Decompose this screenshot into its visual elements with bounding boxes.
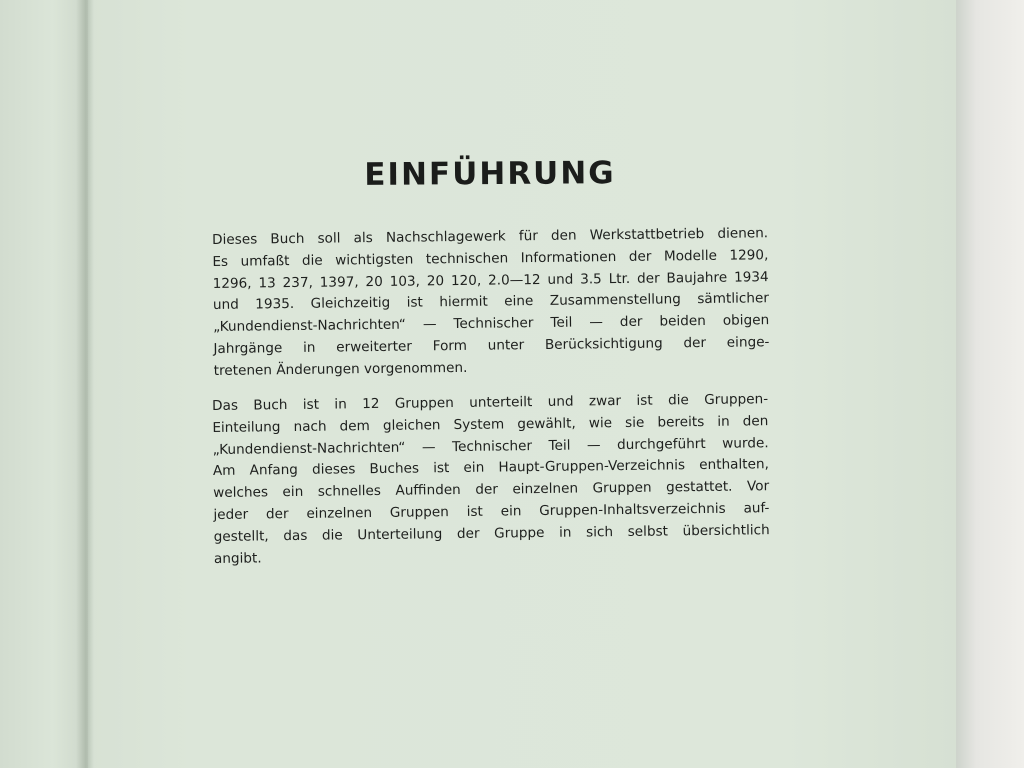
text-line: Es umfaßt die wichtigsten technischen Informationen der Modelle 1290,: [212, 247, 769, 270]
left-page: [0, 0, 88, 768]
text-line: „Kundendienst-Nachrichten“ — Technischer Teil — durchgeführt wurde.: [212, 434, 769, 458]
text-line: angibt.: [213, 549, 262, 567]
right-page: [88, 0, 960, 768]
text-line: Das Buch ist in 12 Gruppen unterteilt und zwar ist die Gruppen-: [212, 391, 769, 414]
text-line: „Kundendienst-Nachrichten“ — Technischer Teil — der beiden obigen: [213, 312, 770, 336]
text-line: 1296, 13 237, 1397, 20 103, 20 120, 2.0—12 und 3.5 Ltr. der Baujahre 1934: [212, 268, 769, 292]
page-heading: EINFÜHRUNG: [364, 155, 616, 193]
text-line: und 1935. Gleichzeitig ist hiermit eine Zusammenstellung sämtlicher: [212, 290, 769, 314]
text-line: Dieses Buch soll als Nachschlagewerk für den Werkstattbetrieb dienen.: [212, 225, 769, 248]
paragraph-structure: [212, 389, 770, 570]
text-line: jeder der einzelnen Gruppen ist ein Gruppen-Inhaltsverzeichnis auf-: [213, 500, 770, 523]
paragraph-intro: [212, 223, 770, 382]
text-line: welches ein schnelles Auffinden der einzelnen Gruppen gestattet. Vor: [213, 478, 770, 502]
text-line: Einteilung nach dem gleichen System gewählt, wie sie bereits in den: [212, 413, 769, 436]
text-line: Jahrgänge in erweiterter Form unter Berücksichtigung der einge-: [213, 334, 770, 357]
page-edge: [956, 0, 1024, 768]
text-line: Am Anfang dieses Buches ist ein Haupt-Gruppen-Verzeichnis enthalten,: [212, 456, 769, 480]
book-spine-shadow: [76, 0, 94, 768]
text-line: gestellt, das die Unterteilung der Gruppe in sich selbst übersichtlich: [213, 521, 770, 545]
text-line: tretenen Änderungen vorgenommen.: [213, 359, 468, 379]
